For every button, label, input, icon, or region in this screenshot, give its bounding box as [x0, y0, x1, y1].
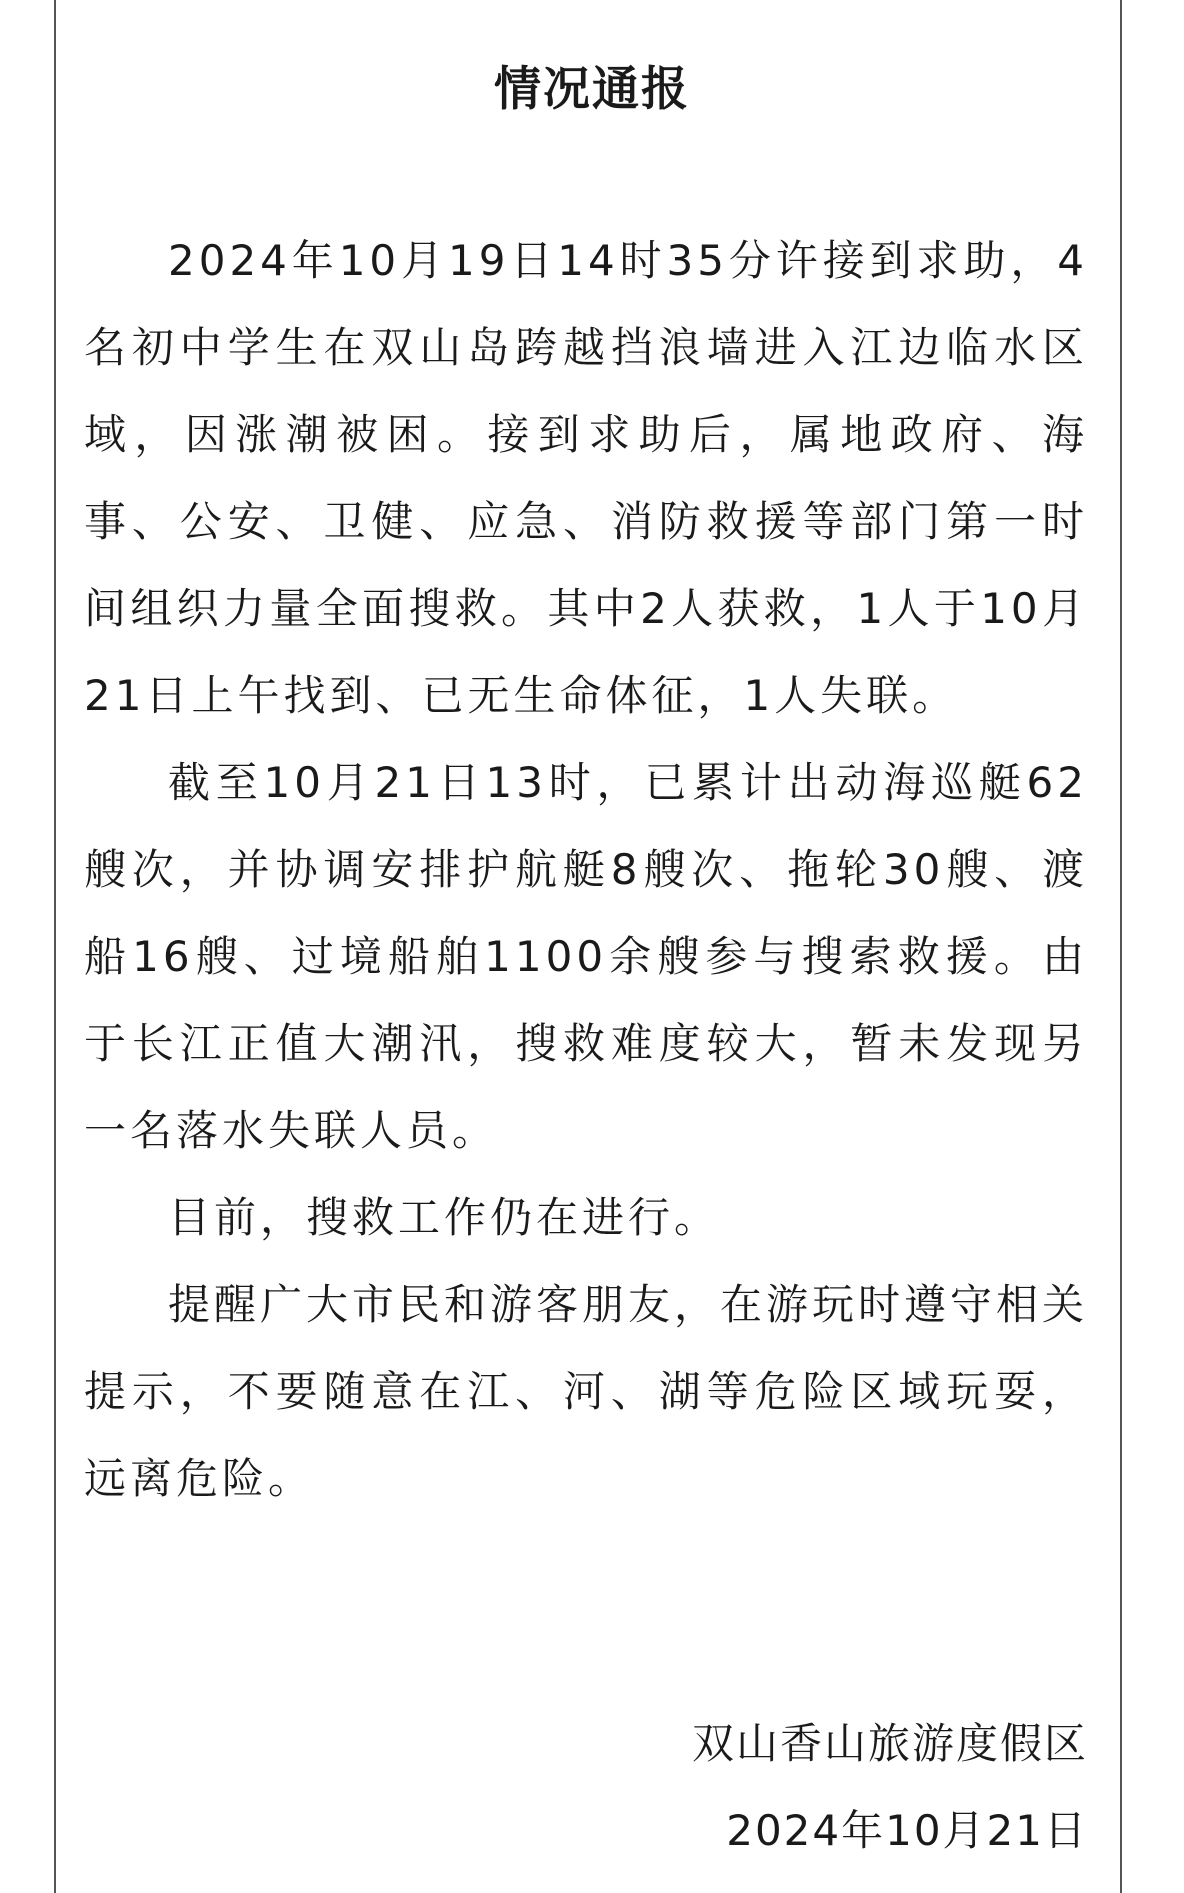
- document-title: 情况通报: [494, 62, 690, 117]
- document-body: [84, 217, 1088, 1522]
- signature-date: 2024年10月21日: [726, 1806, 1088, 1855]
- paragraph-incident: 2024年10月19日14时35分许接到求助，4名初中学生在双山岛跨越挡浪墙进入江边临水区域，因涨潮被困。接到求助后，属地政府、海事、公安、卫健、应急、消防救援等部门第一时间组织力量全面搜救。其中2人获救，1人于10月21日上午找到、已无生命体征，1人失联。: [84, 236, 1088, 720]
- signature-organization: 双山香山旅游度假区: [691, 1719, 1088, 1768]
- signature-block: [692, 1700, 1088, 1874]
- paragraph-reminder: 提醒广大市民和游客朋友，在游玩时遵守相关提示，不要随意在江、河、湖等危险区域玩耍，远离危险。: [84, 1280, 1089, 1503]
- paragraph-status: 目前，搜救工作仍在进行。: [168, 1193, 721, 1242]
- paragraph-rescue-effort: 截至10月21日13时，已累计出动海巡艇62艘次，并协调安排护航艇8艘次、拖轮30艘、渡船16艘、过境船舶1100余艘参与搜索救援。由于长江正值大潮汛，搜救难度较大，暂未发现另一名落水失联人员。: [84, 758, 1088, 1155]
